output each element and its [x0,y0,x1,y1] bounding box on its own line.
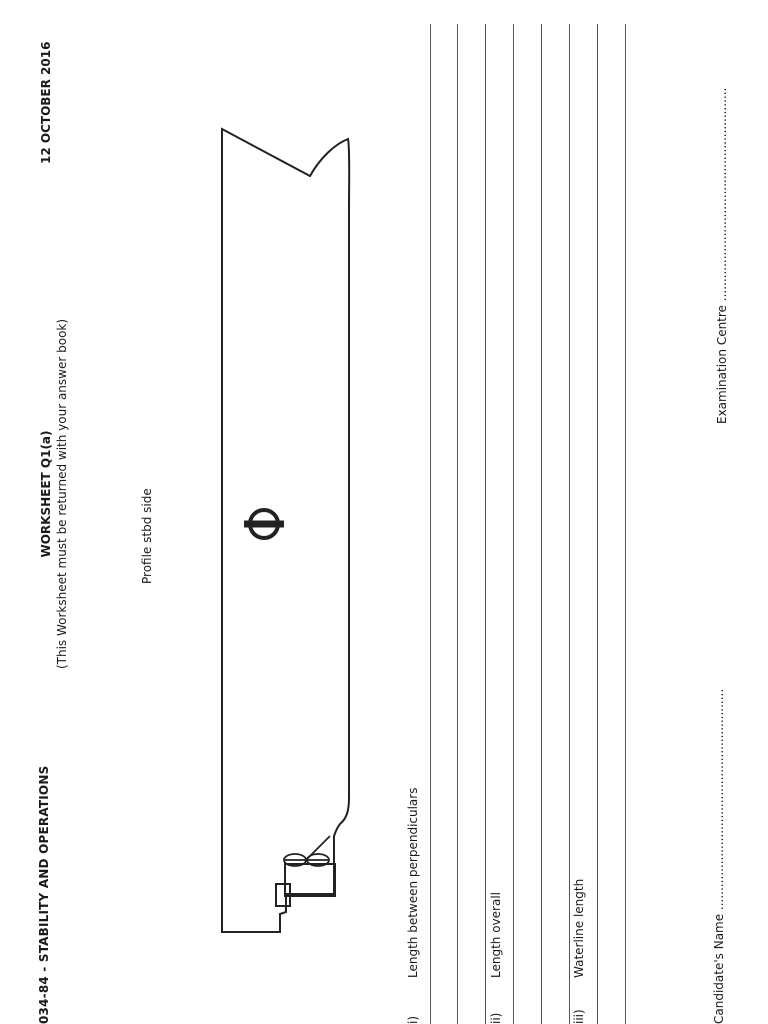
exam-code-title: 034-84 - STABILITY AND OPERATIONS [37,765,51,1024]
worksheet-title: WORKSHEET Q1(a) [39,430,53,558]
exam-date: 12 OCTOBER 2016 [39,41,53,164]
answer-line[interactable] [485,24,486,1024]
question-label: Length overall [489,892,503,978]
answer-line[interactable] [569,24,570,1024]
load-line-mark [244,510,284,538]
examination-centre-field[interactable]: Examination Centre ........................................................ [715,87,729,424]
rudder [285,864,335,896]
answer-line[interactable] [513,24,514,1024]
question-item [489,724,503,1024]
answer-line[interactable] [457,24,458,1024]
answer-line[interactable] [597,24,598,1024]
question-item [572,724,586,1024]
answer-line[interactable] [430,24,431,1024]
profile-label: Profile stbd side [140,488,154,584]
answer-line[interactable] [625,24,626,1024]
candidate-name-field[interactable]: Candidate's Name .......................................................... [712,688,726,1024]
question-label: Length between perpendiculars [406,787,420,978]
propeller [284,836,330,866]
question-number: iii) [572,1009,586,1024]
question-item [406,724,420,1024]
question-number: ii) [489,1012,503,1024]
question-number: i) [406,1015,420,1024]
answer-line[interactable] [541,24,542,1024]
question-label: Waterline length [572,878,586,978]
worksheet-note: (This Worksheet must be returned with your answer book) [55,318,69,670]
hull-outline [222,129,349,932]
